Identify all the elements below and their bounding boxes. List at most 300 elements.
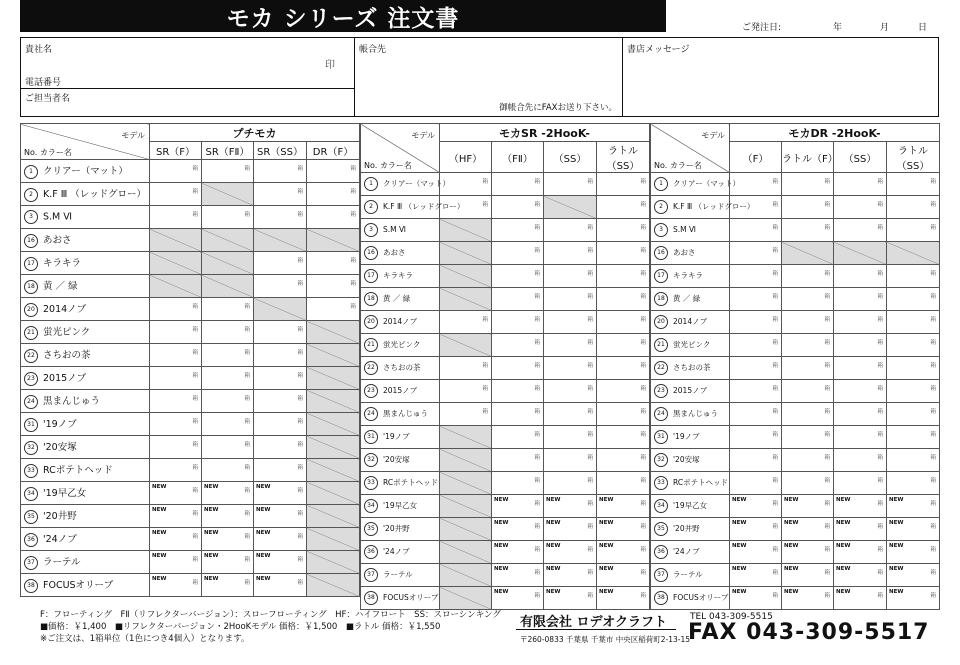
color-number: 17 xyxy=(364,269,378,283)
unit-label: 箱 xyxy=(824,455,830,461)
color-number: 1 xyxy=(364,177,378,191)
quantity-cell[interactable] xyxy=(202,574,254,597)
quantity-cell[interactable] xyxy=(254,344,307,367)
quantity-cell[interactable] xyxy=(782,426,834,449)
quantity-cell[interactable] xyxy=(597,541,650,564)
quantity-cell[interactable] xyxy=(202,298,254,321)
quantity-cell[interactable] xyxy=(254,574,307,597)
quantity-cell[interactable] xyxy=(544,403,597,426)
quantity-cell[interactable] xyxy=(887,357,940,380)
unit-label: 箱 xyxy=(297,511,303,517)
customer-info-box xyxy=(20,37,939,117)
quantity-cell[interactable] xyxy=(254,413,307,436)
quantity-cell[interactable] xyxy=(782,380,834,403)
quantity-cell[interactable] xyxy=(782,288,834,311)
color-name-cell xyxy=(21,413,150,436)
quantity-cell[interactable] xyxy=(887,587,940,610)
quantity-cell[interactable] xyxy=(544,495,597,518)
company-tel: TEL 043-309-5515 xyxy=(690,612,773,622)
quantity-cell[interactable] xyxy=(730,541,782,564)
quantity-cell[interactable] xyxy=(492,357,544,380)
quantity-cell[interactable] xyxy=(887,380,940,403)
unit-label: 箱 xyxy=(192,304,198,310)
order-table-petit-moka xyxy=(20,123,360,597)
unit-label: 箱 xyxy=(244,350,250,356)
quantity-cell[interactable] xyxy=(492,265,544,288)
unit-label: 箱 xyxy=(534,363,540,369)
quantity-cell[interactable] xyxy=(544,426,597,449)
color-name: 黄 ／ 緑 xyxy=(383,294,411,303)
quantity-cell[interactable] xyxy=(887,311,940,334)
quantity-cell[interactable] xyxy=(544,288,597,311)
unit-label: 箱 xyxy=(350,258,356,264)
quantity-cell[interactable] xyxy=(730,357,782,380)
quantity-cell[interactable] xyxy=(544,564,597,587)
color-name: あおさ xyxy=(383,248,406,257)
quantity-cell[interactable] xyxy=(730,472,782,495)
quantity-cell[interactable] xyxy=(834,403,887,426)
quantity-cell[interactable] xyxy=(202,459,254,482)
quantity-cell[interactable] xyxy=(492,564,544,587)
quantity-cell[interactable] xyxy=(150,321,202,344)
unavailable-cell xyxy=(440,541,492,564)
quantity-cell[interactable] xyxy=(492,587,544,610)
quantity-cell[interactable] xyxy=(597,587,650,610)
color-name: '20井野 xyxy=(43,511,77,523)
unit-label: 箱 xyxy=(772,478,778,484)
unit-label: 箱 xyxy=(772,271,778,277)
quantity-cell[interactable] xyxy=(887,472,940,495)
quantity-cell[interactable] xyxy=(597,403,650,426)
new-badge: NEW xyxy=(152,507,167,513)
quantity-cell[interactable] xyxy=(440,196,492,219)
quantity-cell[interactable] xyxy=(202,482,254,505)
quantity-cell[interactable] xyxy=(307,275,360,298)
quantity-cell[interactable] xyxy=(597,518,650,541)
quantity-cell[interactable] xyxy=(440,173,492,196)
unit-label: 箱 xyxy=(930,340,937,346)
quantity-cell[interactable] xyxy=(492,518,544,541)
series-name: モカSR -2HooK- xyxy=(440,124,650,142)
quantity-cell[interactable] xyxy=(782,334,834,357)
quantity-cell[interactable] xyxy=(492,495,544,518)
table-row xyxy=(21,551,360,574)
color-number: 21 xyxy=(24,326,38,340)
quantity-cell[interactable] xyxy=(544,357,597,380)
quantity-cell[interactable] xyxy=(597,472,650,495)
quantity-cell[interactable] xyxy=(597,380,650,403)
quantity-cell[interactable] xyxy=(150,505,202,528)
quantity-cell[interactable] xyxy=(887,449,940,472)
table-row xyxy=(361,265,650,288)
quantity-cell[interactable] xyxy=(597,357,650,380)
quantity-cell[interactable] xyxy=(782,449,834,472)
quantity-cell[interactable] xyxy=(834,265,887,288)
quantity-cell[interactable] xyxy=(834,219,887,242)
unavailable-cell xyxy=(440,449,492,472)
table-row xyxy=(21,183,360,206)
unit-label: 箱 xyxy=(824,317,830,323)
quantity-cell[interactable] xyxy=(544,173,597,196)
table-row xyxy=(651,564,940,587)
color-number: 35 xyxy=(364,522,378,536)
quantity-cell[interactable] xyxy=(597,242,650,265)
color-name-cell xyxy=(651,334,730,357)
quantity-cell[interactable] xyxy=(887,564,940,587)
quantity-cell[interactable] xyxy=(834,288,887,311)
quantity-cell[interactable] xyxy=(492,311,544,334)
quantity-cell[interactable] xyxy=(307,206,360,229)
unit-label: 箱 xyxy=(640,271,647,277)
unit-label: 箱 xyxy=(192,212,198,218)
quantity-cell[interactable] xyxy=(492,403,544,426)
color-number: 33 xyxy=(654,476,668,490)
quantity-cell[interactable] xyxy=(730,403,782,426)
quantity-cell[interactable] xyxy=(492,196,544,219)
color-name-cell xyxy=(361,380,440,403)
quantity-cell[interactable] xyxy=(730,196,782,219)
table-row xyxy=(651,219,940,242)
quantity-cell[interactable] xyxy=(730,426,782,449)
quantity-cell[interactable] xyxy=(834,495,887,518)
unit-label: 箱 xyxy=(587,363,593,369)
quantity-cell[interactable] xyxy=(150,528,202,551)
unit-label: 箱 xyxy=(640,524,647,530)
quantity-cell[interactable] xyxy=(492,242,544,265)
quantity-cell[interactable] xyxy=(597,495,650,518)
unit-label: 箱 xyxy=(772,179,778,185)
color-number: 2 xyxy=(24,188,38,202)
new-badge: NEW xyxy=(204,576,219,582)
quantity-cell[interactable] xyxy=(782,265,834,288)
shop-message-section xyxy=(622,38,938,116)
quantity-cell[interactable] xyxy=(202,528,254,551)
account-label: 帳合先 xyxy=(359,45,387,55)
quantity-cell[interactable] xyxy=(254,528,307,551)
quantity-cell[interactable] xyxy=(254,505,307,528)
unit-label: 箱 xyxy=(244,580,250,586)
quantity-cell[interactable] xyxy=(254,390,307,413)
quantity-cell[interactable] xyxy=(597,219,650,242)
unavailable-cell xyxy=(440,587,492,610)
quantity-cell[interactable] xyxy=(887,219,940,242)
unit-label: 箱 xyxy=(930,524,937,530)
quantity-cell[interactable] xyxy=(202,436,254,459)
color-name-cell xyxy=(21,229,150,252)
quantity-cell[interactable] xyxy=(544,334,597,357)
unavailable-cell xyxy=(440,288,492,311)
table-row xyxy=(21,413,360,436)
color-number: 23 xyxy=(24,372,38,386)
column-header: （SS） xyxy=(544,142,597,173)
quantity-cell[interactable] xyxy=(782,564,834,587)
new-badge: NEW xyxy=(256,484,271,490)
quantity-cell[interactable] xyxy=(887,265,940,288)
table-row xyxy=(361,196,650,219)
new-badge: NEW xyxy=(546,497,561,503)
quantity-cell[interactable] xyxy=(202,160,254,183)
quantity-cell[interactable] xyxy=(150,574,202,597)
quantity-cell[interactable] xyxy=(544,219,597,242)
quantity-cell[interactable] xyxy=(440,357,492,380)
color-name: S.M Ⅵ xyxy=(673,225,696,234)
quantity-cell[interactable] xyxy=(834,518,887,541)
quantity-cell[interactable] xyxy=(834,587,887,610)
quantity-cell[interactable] xyxy=(150,482,202,505)
color-number: 34 xyxy=(654,499,668,513)
quantity-cell[interactable] xyxy=(150,459,202,482)
quantity-cell[interactable] xyxy=(597,196,650,219)
quantity-cell[interactable] xyxy=(492,472,544,495)
quantity-cell[interactable] xyxy=(307,183,360,206)
color-name-cell xyxy=(651,541,730,564)
quantity-cell[interactable] xyxy=(782,173,834,196)
quantity-cell[interactable] xyxy=(782,495,834,518)
unit-label: 箱 xyxy=(930,409,937,415)
unit-label: 箱 xyxy=(587,524,593,530)
color-name: 黄 ／ 緑 xyxy=(43,281,78,293)
unavailable-cell xyxy=(202,275,254,298)
quantity-cell[interactable] xyxy=(834,541,887,564)
unit-label: 箱 xyxy=(772,432,778,438)
color-name-cell xyxy=(651,265,730,288)
color-name-cell xyxy=(651,472,730,495)
quantity-cell[interactable] xyxy=(597,311,650,334)
quantity-cell[interactable] xyxy=(782,541,834,564)
quantity-cell[interactable] xyxy=(730,380,782,403)
quantity-cell[interactable] xyxy=(440,380,492,403)
quantity-cell[interactable] xyxy=(150,344,202,367)
color-name: 蛍光ピンク xyxy=(43,327,91,339)
quantity-cell[interactable] xyxy=(254,551,307,574)
table-row xyxy=(651,288,940,311)
quantity-cell[interactable] xyxy=(150,298,202,321)
quantity-cell[interactable] xyxy=(730,288,782,311)
quantity-cell[interactable] xyxy=(544,380,597,403)
quantity-cell[interactable] xyxy=(887,426,940,449)
new-badge: NEW xyxy=(204,484,219,490)
quantity-cell[interactable] xyxy=(887,334,940,357)
quantity-cell[interactable] xyxy=(202,551,254,574)
quantity-cell[interactable] xyxy=(254,206,307,229)
color-number: 3 xyxy=(654,223,668,237)
quantity-cell[interactable] xyxy=(834,173,887,196)
new-badge: NEW xyxy=(546,589,561,595)
quantity-cell[interactable] xyxy=(834,564,887,587)
quantity-cell[interactable] xyxy=(887,495,940,518)
quantity-cell[interactable] xyxy=(492,173,544,196)
quantity-cell[interactable] xyxy=(834,472,887,495)
color-number: 21 xyxy=(364,338,378,352)
quantity-cell[interactable] xyxy=(597,173,650,196)
quantity-cell[interactable] xyxy=(254,160,307,183)
company-fax: FAX 043-309-5517 xyxy=(688,620,930,645)
new-badge: NEW xyxy=(256,507,271,513)
color-number: 2 xyxy=(364,200,378,214)
quantity-cell[interactable] xyxy=(254,183,307,206)
quantity-cell[interactable] xyxy=(254,321,307,344)
unit-label: 箱 xyxy=(534,340,540,346)
quantity-cell[interactable] xyxy=(440,403,492,426)
quantity-cell[interactable] xyxy=(254,459,307,482)
quantity-cell[interactable] xyxy=(307,298,360,321)
quantity-cell[interactable] xyxy=(834,380,887,403)
quantity-cell[interactable] xyxy=(887,196,940,219)
quantity-cell[interactable] xyxy=(202,344,254,367)
quantity-cell[interactable] xyxy=(254,367,307,390)
unit-label: 箱 xyxy=(587,593,593,599)
quantity-cell[interactable] xyxy=(202,505,254,528)
unit-label: 箱 xyxy=(824,225,830,231)
quantity-cell[interactable] xyxy=(730,311,782,334)
quantity-cell[interactable] xyxy=(730,518,782,541)
quantity-cell[interactable] xyxy=(202,206,254,229)
unit-label: 箱 xyxy=(640,248,647,254)
column-header: （HF） xyxy=(440,142,492,173)
quantity-cell[interactable] xyxy=(307,252,360,275)
quantity-cell[interactable] xyxy=(544,518,597,541)
color-name: クリアー（マット） xyxy=(673,179,740,188)
quantity-cell[interactable] xyxy=(150,436,202,459)
quantity-cell[interactable] xyxy=(782,403,834,426)
quantity-cell[interactable] xyxy=(544,449,597,472)
quantity-cell[interactable] xyxy=(887,541,940,564)
color-name: キラキラ xyxy=(43,258,82,270)
quantity-cell[interactable] xyxy=(782,219,834,242)
quantity-cell[interactable] xyxy=(202,321,254,344)
quantity-cell[interactable] xyxy=(150,367,202,390)
quantity-cell[interactable] xyxy=(150,160,202,183)
unavailable-cell xyxy=(440,518,492,541)
color-name: '24ノブ xyxy=(43,534,77,546)
unit-label: 箱 xyxy=(640,225,647,231)
unit-label: 箱 xyxy=(297,327,303,333)
account-note: 御帳合先にFAXお送り下さい。 xyxy=(499,103,617,113)
quantity-cell[interactable] xyxy=(150,413,202,436)
quantity-cell[interactable] xyxy=(492,219,544,242)
color-name: '19早乙女 xyxy=(383,501,418,510)
quantity-cell[interactable] xyxy=(544,541,597,564)
quantity-cell[interactable] xyxy=(730,449,782,472)
header-row xyxy=(361,124,650,142)
quantity-cell[interactable] xyxy=(597,426,650,449)
quantity-cell[interactable] xyxy=(834,334,887,357)
quantity-cell[interactable] xyxy=(544,472,597,495)
quantity-cell[interactable] xyxy=(150,551,202,574)
quantity-cell[interactable] xyxy=(307,160,360,183)
quantity-cell[interactable] xyxy=(887,518,940,541)
quantity-cell[interactable] xyxy=(597,334,650,357)
quantity-cell[interactable] xyxy=(597,449,650,472)
color-number: 16 xyxy=(24,234,38,248)
unit-label: 箱 xyxy=(587,501,593,507)
quantity-cell[interactable] xyxy=(492,449,544,472)
color-name: 2014ノブ xyxy=(673,317,708,326)
model-label: モデル xyxy=(701,131,725,140)
quantity-cell[interactable] xyxy=(782,196,834,219)
quantity-cell[interactable] xyxy=(492,334,544,357)
quantity-cell[interactable] xyxy=(544,311,597,334)
quantity-cell[interactable] xyxy=(834,357,887,380)
quantity-cell[interactable] xyxy=(730,334,782,357)
quantity-cell[interactable] xyxy=(544,265,597,288)
unit-label: 箱 xyxy=(244,511,250,517)
quantity-cell[interactable] xyxy=(544,242,597,265)
quantity-cell[interactable] xyxy=(782,518,834,541)
table-row xyxy=(21,298,360,321)
quantity-cell[interactable] xyxy=(730,242,782,265)
unit-label: 箱 xyxy=(877,524,883,530)
quantity-cell[interactable] xyxy=(730,587,782,610)
quantity-cell[interactable] xyxy=(544,587,597,610)
quantity-cell[interactable] xyxy=(150,206,202,229)
quantity-cell[interactable] xyxy=(597,564,650,587)
color-name: 2015ノブ xyxy=(43,373,87,385)
quantity-cell[interactable] xyxy=(254,482,307,505)
unit-label: 箱 xyxy=(640,202,647,208)
quantity-cell[interactable] xyxy=(597,265,650,288)
new-badge: NEW xyxy=(836,589,851,595)
new-badge: NEW xyxy=(494,497,509,503)
quantity-cell[interactable] xyxy=(254,436,307,459)
footer-prices: ■価格：￥1,400 ■リフレクターバージョン・2HooKモデル 価格：￥1,500 ■ラトル 価格：￥1,550 xyxy=(40,622,441,632)
quantity-cell[interactable] xyxy=(782,472,834,495)
quantity-cell[interactable] xyxy=(492,541,544,564)
quantity-cell[interactable] xyxy=(254,252,307,275)
unavailable-cell xyxy=(440,564,492,587)
quantity-cell[interactable] xyxy=(202,390,254,413)
quantity-cell[interactable] xyxy=(597,288,650,311)
quantity-cell[interactable] xyxy=(254,275,307,298)
quantity-cell[interactable] xyxy=(492,380,544,403)
quantity-cell[interactable] xyxy=(202,367,254,390)
quantity-cell[interactable] xyxy=(202,413,254,436)
quantity-cell[interactable] xyxy=(730,219,782,242)
unit-label: 箱 xyxy=(244,557,250,563)
quantity-cell[interactable] xyxy=(440,311,492,334)
quantity-cell[interactable] xyxy=(887,403,940,426)
quantity-cell[interactable] xyxy=(782,357,834,380)
quantity-cell[interactable] xyxy=(887,288,940,311)
new-badge: NEW xyxy=(836,566,851,572)
color-name: ラーテル xyxy=(43,557,81,569)
quantity-cell[interactable] xyxy=(782,311,834,334)
quantity-cell[interactable] xyxy=(834,449,887,472)
quantity-cell[interactable] xyxy=(730,564,782,587)
table-row xyxy=(21,574,360,597)
quantity-cell[interactable] xyxy=(730,495,782,518)
unit-label: 箱 xyxy=(930,478,937,484)
quantity-cell[interactable] xyxy=(492,288,544,311)
color-name-cell xyxy=(651,564,730,587)
quantity-cell[interactable] xyxy=(887,173,940,196)
quantity-cell[interactable] xyxy=(834,196,887,219)
quantity-cell[interactable] xyxy=(730,265,782,288)
quantity-cell[interactable] xyxy=(782,587,834,610)
color-number: 21 xyxy=(654,338,668,352)
unit-label: 箱 xyxy=(772,501,778,507)
column-header: SR（F） xyxy=(150,142,202,160)
color-name: 黒まんじゅう xyxy=(43,396,101,408)
quantity-cell[interactable] xyxy=(834,311,887,334)
quantity-cell[interactable] xyxy=(150,390,202,413)
quantity-cell[interactable] xyxy=(730,173,782,196)
quantity-cell[interactable] xyxy=(492,426,544,449)
unit-label: 箱 xyxy=(192,442,198,448)
quantity-cell[interactable] xyxy=(834,426,887,449)
quantity-cell[interactable] xyxy=(150,183,202,206)
color-number: 36 xyxy=(24,533,38,547)
